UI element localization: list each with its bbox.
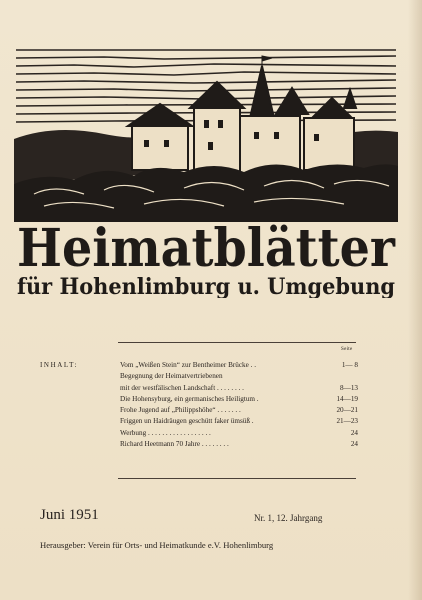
toc-entry-pages: 24	[350, 440, 358, 449]
title-heimatblaetter: Heimatblätter	[17, 218, 396, 279]
toc-entry-pages: 8—13	[340, 383, 358, 392]
toc-entry-title: Die Hohensyburg, ein germanisches Heiligtum .	[120, 394, 259, 403]
issue-number: Nr. 1, 12. Jahrgang	[254, 513, 323, 523]
toc-entry	[120, 384, 358, 395]
toc-entry-title: Richard Heetmann 70 Jahre . . . . . . . .	[120, 440, 229, 449]
toc-entry-pages: 14—19	[336, 394, 358, 403]
toc-entry	[120, 440, 358, 451]
toc-entry-pages: 20—21	[336, 406, 358, 415]
toc-page-header: Seite	[341, 347, 353, 352]
toc-entry-pages: 1— 8	[341, 361, 358, 369]
toc-entry	[120, 417, 358, 428]
toc-entry-title: Werbung . . . . . . . . . . . . . . . . . .	[120, 428, 211, 437]
toc-entry	[120, 372, 358, 383]
toc-entry-title: Vom „Weißen Stein“ zur Bentheimer Brücke . .	[120, 361, 257, 369]
toc-entry-title: Friggen un Haidräugen geschütt faker ümsüß .	[120, 417, 254, 426]
toc-bottom-rule	[118, 478, 356, 479]
toc-entry	[120, 395, 358, 406]
toc-entry-pages: 24	[350, 428, 358, 437]
toc-entry	[120, 406, 358, 417]
toc-entry-title: Frohe Jugend auf „Philippshöhe“ . . . . . . .	[120, 406, 241, 415]
toc-entry-title: Begegnung der Heimatvertriebenen	[120, 372, 223, 381]
toc-entry-title: mit der westfälischen Landschaft . . . . . . . .	[120, 383, 244, 392]
subtitle-hohenlimburg: für Hohenlimburg u. Umgebung	[17, 274, 395, 298]
toc-entry	[120, 429, 358, 440]
toc-top-rule	[118, 342, 356, 343]
toc-entries	[120, 361, 358, 451]
toc-entry-pages: 21—23	[336, 417, 358, 426]
toc-label: INHALT:	[40, 361, 79, 369]
publisher-line: Herausgeber: Verein für Orts- und Heimatkunde e.V. Hohenlimburg	[40, 540, 274, 550]
issue-date: Juni 1951	[40, 507, 99, 523]
toc-entry	[120, 361, 358, 372]
castle-woodcut-illustration	[14, 44, 398, 298]
